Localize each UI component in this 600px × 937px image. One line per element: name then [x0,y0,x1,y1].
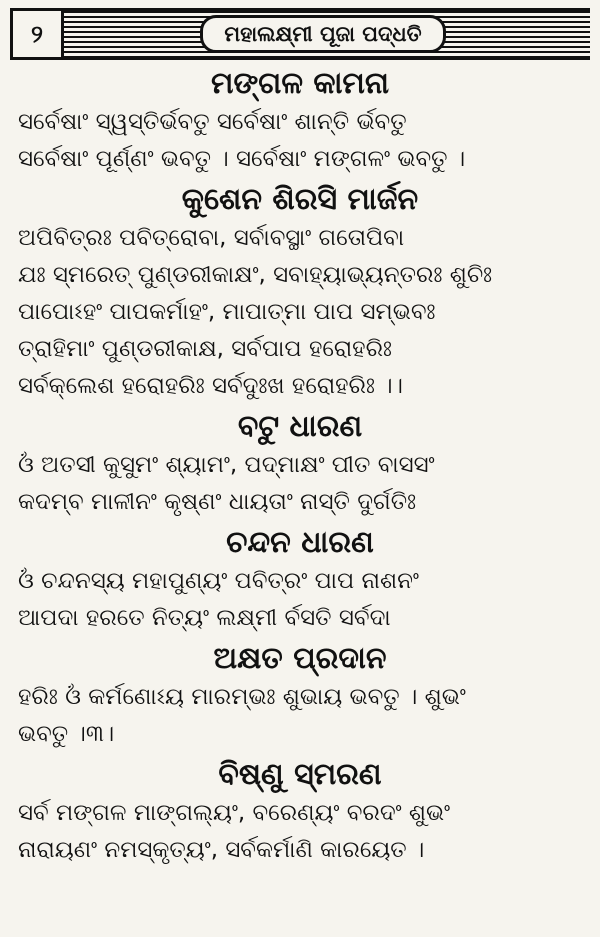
verse-line: ଭବତୁ ।୩। [18,721,115,747]
section-heading: କୁଶେନ ଶିରସି ମାର୍ଜନ [181,182,419,217]
verse-line: ତ୍ରାହିମାଂ ପୁଣ୍ଡରୀକାକ୍ଷ, ସର୍ବପାପ ହରୋହରିଃ [18,336,392,362]
page-body [0,64,600,871]
section-heading: ବଟୁ ଧାରଣ [237,409,363,444]
section-mangala-kamana [0,64,600,178]
section-akshata-pradana [0,639,600,753]
section-kushena-marjana [0,180,600,405]
verse-line: ସର୍ବକ୍ଲେଶ ହରୋହରିଃ ସର୍ବଦୁଃଖ ହରୋହରିଃ ।। [18,373,403,399]
page-header [10,8,590,60]
verse-line: ସର୍ବେଷାଂ ସ୍ୱସ୍ତିର୍ଭବତୁ ସର୍ବେଷାଂ ଶାନ୍ତି ର୍ଭବତୁ [18,109,407,135]
verse-line: ହରିଃ ଓଁ କର୍ମଣୋଽୟ ମାରମ୍ଭଃ ଶୁଭାୟ ଭବତୁ । ଶୁଭଂ [18,684,466,710]
section-heading: ବିଷ୍ଣୁ ସ୍ମରଣ [218,757,382,792]
section-heading: ମଙ୍ଗଳ କାମନା [211,66,389,101]
verse-line: କଦମ୍ବ ମାଳୀନଂ କୃଷ୍ଣଂ ଧାୟତାଂ ନାସ୍ତି ଦୁର୍ଗତିଃ [18,489,417,515]
verse-line: ନାରାୟଣଂ ନମସ୍କୃତ୍ୟଂ, ସର୍ବକର୍ମାଣି କାରୟେତ । [18,837,425,863]
verse-line: ଯଃ ସ୍ମରେତ୍ ପୁଣ୍ଡରୀକାକ୍ଷଂ, ସବାହ୍ୟାଭ୍ୟନ୍ତରଃ ଶୁଚିଃ [18,262,493,288]
verse-line: ଓଁ ଚନ୍ଦନସ୍ୟ ମହାପୁଣ୍ୟଂ ପବିତ୍ରଂ ପାପ ନାଶନଂ [18,568,419,594]
section-chandana-dharana [0,523,600,637]
section-heading: ଚନ୍ଦନ ଧାରଣ [226,525,374,560]
section-batu-dharana [0,407,600,521]
section-heading: ଅକ୍ଷତ ପ୍ରଦାନ [213,641,387,676]
verse-line: ଆପଦା ହରତେ ନିତ୍ୟଂ ଲକ୍ଷ୍ମୀ ର୍ବସତି ସର୍ବଦା [18,605,391,631]
running-title: ମହାଲକ୍ଷ୍ମୀ ପୂଜା ପଦ୍ଧତି [200,15,446,53]
verse-line: ପାପୋଽହଂ ପାପକର୍ମାହଂ, ମାପାତ୍ମା ପାପ ସମ୍ଭବଃ [18,299,436,325]
section-vishnu-smarana [0,755,600,869]
verse-line: ସର୍ବେଷାଂ ପୂର୍ଣ୍ଣଂ ଭବତୁ । ସର୍ବେଷାଂ ମଙ୍ଗଳଂ ଭବତୁ । [18,146,466,172]
page-number: ୨ [10,11,64,57]
verse-line: ଅପିବିତ୍ରଃ ପବିତ୍ରୋବା, ସର୍ବାବସ୍ଥାଂ ଗତୋପିବା [18,225,405,251]
verse-line: ଓଁ ଅତସୀ କୁସୁମଂ ଶ୍ୟାମଂ, ପଦ୍ମାକ୍ଷଂ ପୀତ ବାସସଂ [18,452,435,478]
verse-line: ସର୍ବ ମଙ୍ଗଳ ମାଙ୍ଗଲ୍ୟଂ, ବରେଣ୍ୟଂ ବରଦଂ ଶୁଭଂ [18,800,451,826]
